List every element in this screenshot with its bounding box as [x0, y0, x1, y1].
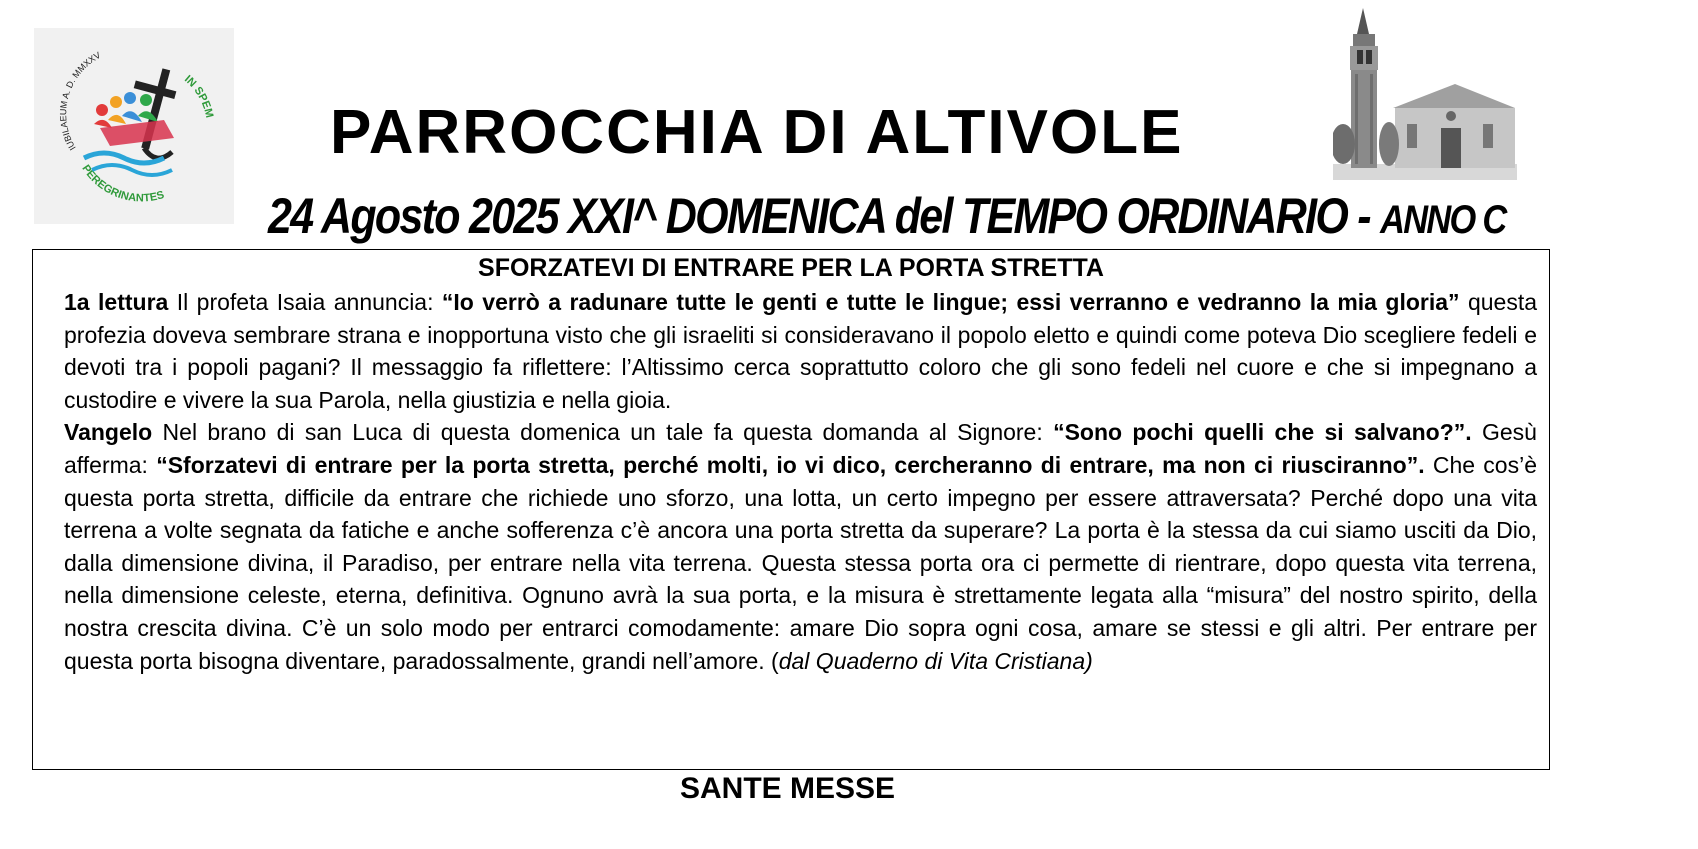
gospel-source: dal Quaderno di Vita Cristiana): [778, 647, 1093, 674]
first-reading-label: 1a lettura: [64, 289, 169, 315]
readings-body: [64, 286, 1537, 677]
first-reading-commentary: questa profezia doveva sembrare strana e inopportuna visto che gli israeliti si consideravano il popolo eletto e quindi come poteva Dio scegliere fedeli e devoti tra i popoli pagani? Il messaggio fa riflettere: l’Altissimo cerca soprattutto coloro che gli sono fedeli nel cuore e che si impegnano a custodire e vivere la sua Parola, nella giustizia e nella gioia.: [64, 289, 1538, 413]
jubilee-logo: [34, 28, 234, 224]
first-reading-intro: Il profeta Isaia annuncia:: [168, 289, 442, 315]
gospel-commentary: Che cos’è questa porta stretta, difficile da entrare che richiede uno sforzo, una lotta, un certo impegno per essere attraversata? Perché dopo una vita terrena a volte segnata da fatiche e anche sofferenza c’è ancora una porta stretta da superare? La porta è la stessa da cui siamo usciti da Dio, dalla dimensione divina, il Paradiso, per entrare nella vita terrena. Questa stessa porta ora ci permette di rientrare, dopo questa vita terrena, nella dimensione celeste, eterna, definitiva. Ognuno avrà la sua porta, e la misura è strettamente legata alla “misura” del nostro spirito, della nostra crescita divina. C’è un solo modo per entrarci comodamente: amare Dio sopra ogni cosa, amare se stessi e gli altri. Per entrare per questa porta bisogna diventare, paradossalmente, grandi nell’amore. (: [64, 451, 1538, 674]
gospel-paragraph: [64, 416, 1537, 677]
readings-box: [32, 249, 1550, 770]
jubilee-logo-graphic: [34, 28, 234, 224]
svg-text:IN SPEM: [182, 73, 215, 119]
logo-right-text: IN SPEM: [182, 73, 216, 119]
church-graphic: [1333, 4, 1517, 180]
first-reading-quote: “Io verrò a radunare tutte le genti e tutte le lingue; essi verranno e vedranno la mia gloria”: [441, 289, 1460, 315]
logo-bottom-text: PEREGRINANTES: [79, 162, 166, 205]
church-bell-tower-illustration: [1333, 4, 1517, 180]
parish-title: PARROCCHIA DI ALTIVOLE: [330, 98, 1184, 167]
gospel-intro: Nel brano di san Luca di questa domenica un tale fa questa domanda al Signore:: [152, 419, 1054, 446]
gospel-quote-answer: “Sforzatevi di entrare per la porta stretta, perché molti, io vi dico, cercheranno di entrare, ma non ci riusciranno”.: [156, 451, 1425, 478]
gospel-mid: Gesù afferma:: [64, 419, 1537, 478]
liturgical-year: ANNO C: [1380, 198, 1506, 242]
date-subtitle: [268, 184, 1506, 252]
gospel-quote-question: “Sono pochi quelli che si salvano?”.: [1053, 419, 1472, 446]
logo-top-text: IUBILAEUM A. D. MMXXV: [58, 49, 103, 153]
readings-heading: SFORZATEVI DI ENTRARE PER LA PORTA STRETTA: [478, 254, 1104, 282]
svg-text:IUBILAEUM A. D. MMXXV: [58, 50, 102, 152]
masses-heading: SANTE MESSE: [680, 772, 896, 805]
first-reading-paragraph: [64, 286, 1537, 416]
gospel-label: Vangelo: [64, 419, 153, 446]
date-subtitle-main: 24 Agosto 2025 XXI^ DOMENICA del TEMPO ORDINARIO -: [268, 188, 1370, 244]
